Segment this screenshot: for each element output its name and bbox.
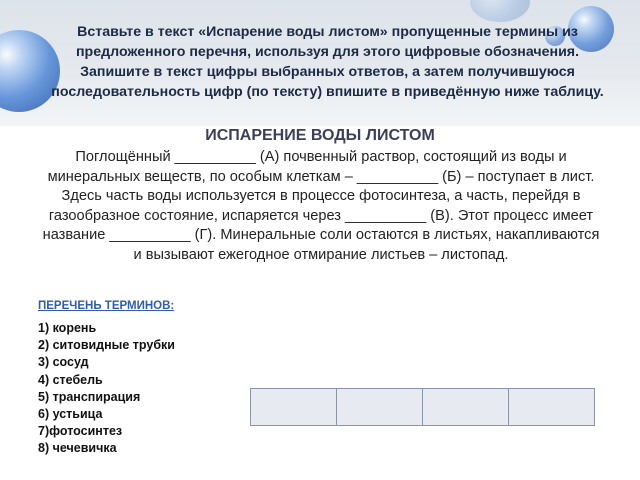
- term-item: 2) ситовидные трубки: [38, 338, 175, 353]
- answer-cell-b[interactable]: [337, 389, 423, 426]
- task-instruction: Вставьте в текст «Испарение воды листом» пропущенные термины из предложенного перечня, используя для этого цифровые обозначения. Запишите в текст цифры выбранных ответов, а затем получившуюся последовательность цифр (по тексту) впишите в приведённую ниже таблицу.: [51, 24, 604, 100]
- term-item: 4) стебель: [38, 372, 103, 387]
- passage-text: Поглощённый __________ (А) почвенный раствор, состоящий из воды и минеральных веществ, по особым клеткам – __________ (Б) – поступает в лист. Здесь часть воды используется в процессе фотосинтеза, а часть, перейдя в газообразное состояние, испаряется через __________ (В). Этот процесс имеет название __________ (Г). Минеральные соли остаются в листьях, накапливаются и вызывают ежегодное отмирание листьев – листопад.: [42, 149, 600, 263]
- answer-table: [250, 388, 595, 426]
- answer-cell-d[interactable]: [509, 389, 595, 426]
- term-item: 1) корень: [38, 321, 97, 335]
- answer-row: [251, 389, 595, 426]
- terms-list: [38, 320, 175, 458]
- answer-cell-c[interactable]: [423, 389, 509, 426]
- answer-cell-a[interactable]: [251, 389, 337, 426]
- passage-title: ИСПАРЕНИЕ ВОДЫ ЛИСТОМ: [205, 127, 435, 144]
- terms-heading: ПЕРЕЧЕНЬ ТЕРМИНОВ:: [38, 300, 175, 312]
- term-item: 7)фотосинтез: [38, 424, 123, 439]
- term-item: 5) транспирация: [38, 389, 141, 404]
- term-item: 3) сосуд: [38, 355, 89, 370]
- term-item: 6) устьица: [38, 407, 103, 422]
- term-item: 8) чечевичка: [38, 441, 117, 456]
